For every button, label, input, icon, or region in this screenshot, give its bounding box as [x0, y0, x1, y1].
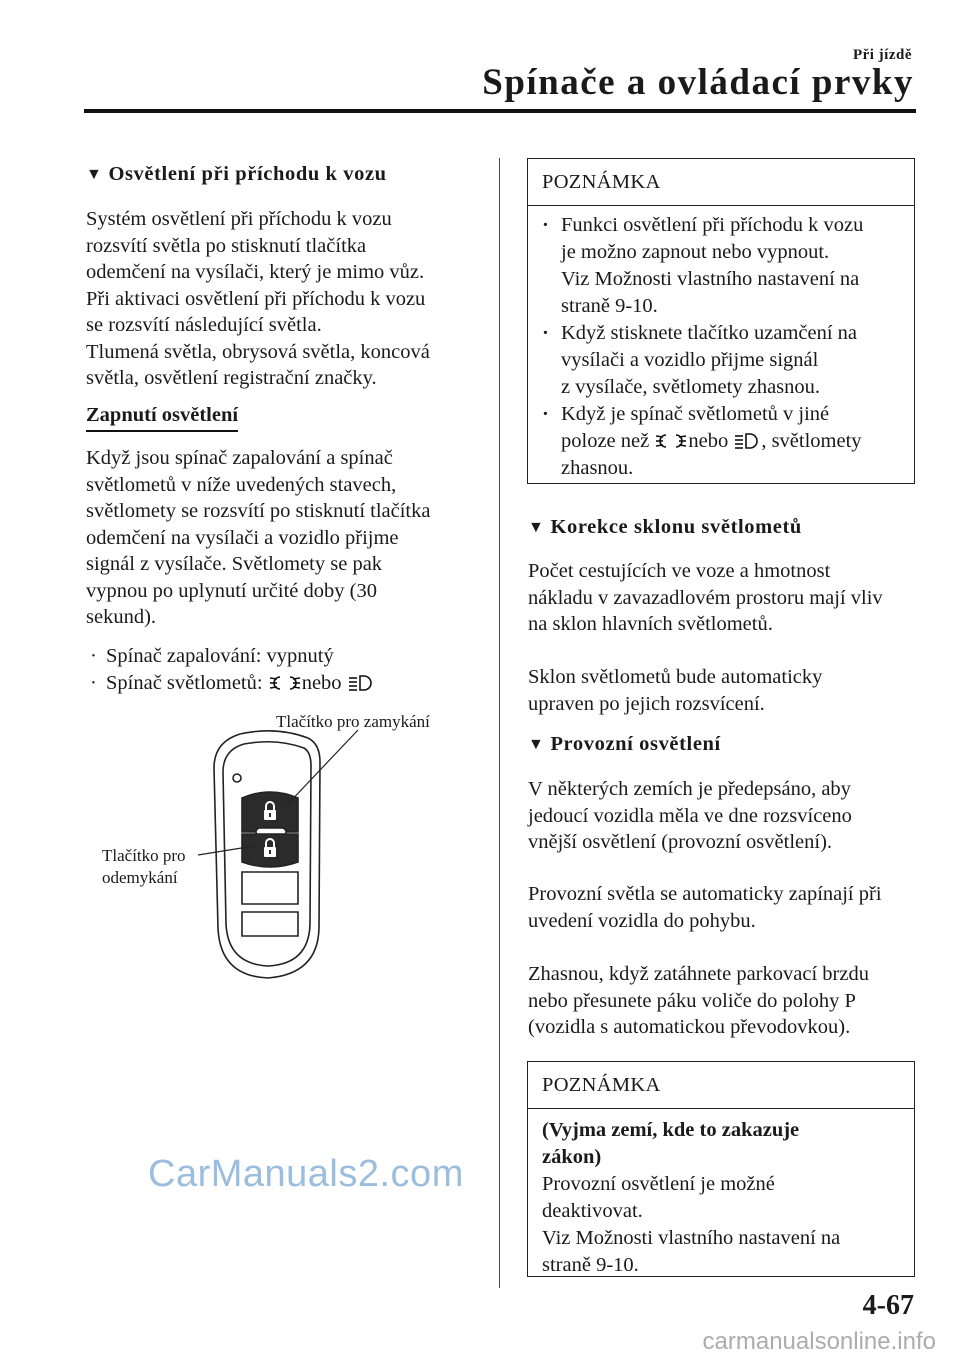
triangle-down-icon: ▼ [528, 736, 545, 753]
heading-leveling-text: Korekce sklonu světlometů [550, 516, 802, 538]
text-line: zákon) [542, 1146, 602, 1168]
text-line: Když jsou spínač zapalování a spínač [86, 447, 393, 469]
text-line: Sklon světlometů bude automaticky [528, 666, 823, 688]
bullet-ignition-text: Spínač zapalování: vypnutý [106, 645, 334, 667]
note-body [528, 206, 914, 488]
text-line: Při aktivaci osvětlení při příchodu k vozu [86, 287, 426, 310]
note-item [542, 212, 900, 320]
paragraph-leveling-1 [528, 558, 883, 638]
text-line: světlometů v níže uvedených stavech, [86, 473, 397, 496]
watermark-logo: CarManuals2.com [148, 1153, 464, 1195]
text-fragment: poloze než [561, 430, 650, 452]
text-line: Zhasnou, když zatáhnete parkovací brzdu [528, 963, 869, 985]
text-line: nebo přesunete páku voliče do polohy P [528, 989, 856, 1012]
text-line: jedoucí vozidla měla ve dne rozsvíceno [528, 804, 852, 827]
text-line: straně 9-10. [561, 295, 658, 317]
note-title: POZNÁMKA [528, 159, 914, 206]
note-item [542, 320, 900, 401]
text-line: nákladu v zavazadlovém prostoru mají vliv [528, 586, 883, 609]
text-line: V některých zemích je předepsáno, aby [528, 778, 851, 800]
parking-light-icon [268, 674, 302, 692]
text-line: (vozidla s automatickou převodovkou). [528, 1016, 851, 1038]
page-number: 4-67 [862, 1290, 914, 1321]
label-unlock-button [102, 845, 186, 889]
text-line: · Když stisknete tlačítko uzamčení na [561, 322, 858, 344]
text-line: se rozsvítí následující světla. [86, 314, 322, 336]
text-line: upraven po jejich rozsvícení. [528, 692, 765, 715]
heading-drl-text: Provozní osvětlení [550, 733, 721, 755]
note-box-2 [527, 1061, 915, 1277]
parking-light-icon [654, 432, 688, 450]
note-title: POZNÁMKA [528, 1062, 914, 1109]
text-line: straně 9-10. [542, 1254, 639, 1276]
text-line: uvedení vozidla do pohybu. [528, 909, 756, 932]
text-line: Systém osvětlení při příchodu k vozu [86, 208, 392, 230]
callout-line-lock [286, 730, 358, 806]
note-body [528, 1109, 914, 1285]
paragraph-leveling-2 [528, 664, 822, 717]
text-line: Počet cestujících ve voze a hmotnost [528, 560, 831, 582]
text-line: (Vyjma zemí, kde to zakazuje [542, 1119, 800, 1141]
label-lock-button: Tlačítko pro zamykání [276, 712, 430, 731]
text-line: rozsvítí světla po stisknutí tlačítka [86, 234, 367, 257]
paragraph-drl-2 [528, 881, 882, 934]
heading-welcome-light [86, 163, 387, 186]
text-line: vnější osvětlení (provozní osvětlení). [528, 831, 833, 853]
page-title: Spínače a ovládací prvky [482, 62, 914, 103]
bullet-headlight-switch: · Spínač světlometů: nebo [90, 670, 375, 697]
heading-drl [528, 733, 721, 756]
headlight-icon [733, 432, 761, 450]
text-line: Provozní osvětlení je možné [542, 1173, 775, 1195]
text-line: Provozní světla se automaticky zapínají při [528, 883, 882, 905]
heading-welcome-light-text: Osvětlení při příchodu k vozu [108, 163, 387, 185]
text-fragment: nebo [688, 430, 729, 452]
paragraph-activation [86, 445, 430, 631]
text-line: sekund). [86, 606, 157, 628]
text-line: Viz Možnosti vlastního nastavení na [542, 1227, 841, 1249]
text-line: odemčení na vysílači, který je mimo vůz. [86, 261, 425, 283]
text-line: na sklon hlavních světlometů. [528, 613, 773, 635]
label-unlock-line: odemykání [102, 868, 178, 887]
text-line: vysílači a vozidlo přijme signál [561, 349, 819, 371]
text-line: · Funkci osvětlení při příchodu k vozu [561, 214, 864, 236]
watermark-site: carmanualsonline.info [702, 1328, 936, 1355]
text-line: signál z vysílače. Světlomety se pak [86, 553, 383, 575]
bullet-or-text: nebo [301, 672, 342, 694]
paragraph-drl-3 [528, 961, 869, 1041]
text-line: deaktivovat. [542, 1200, 643, 1222]
column-divider [499, 158, 500, 1288]
text-line: Viz Možnosti vlastního nastavení na [561, 268, 860, 290]
text-fragment: , světlomety [761, 430, 862, 452]
triangle-down-icon: ▼ [528, 519, 545, 536]
label-unlock-line: Tlačítko pro [102, 846, 186, 865]
text-line: zhasnou. [561, 457, 634, 479]
triangle-down-icon: ▼ [86, 166, 103, 183]
text-line: světlomety se rozsvítí po stisknutí tlačítka [86, 500, 431, 522]
callout-line-unlock [198, 846, 254, 855]
section-label: Při jízdě [852, 47, 912, 63]
headlight-icon [347, 674, 375, 692]
note-box-1 [527, 158, 915, 484]
bullet-headlight-text: Spínač světlometů: [106, 672, 263, 694]
text-line: je možno zapnout nebo vypnout. [561, 241, 830, 263]
header-rule [84, 109, 916, 113]
callout-lines [190, 728, 370, 990]
note-item [542, 401, 900, 482]
text-line: z vysílače, světlomety zhasnou. [561, 376, 821, 398]
paragraph-drl-1 [528, 776, 852, 856]
text-line: · Když je spínač světlometů v jiné [561, 403, 830, 425]
text-line: světla, osvětlení registrační značky. [86, 367, 377, 389]
text-line: vypnou po uplynutí určité doby (30 [86, 579, 377, 602]
subheading-activation: Zapnutí osvětlení [86, 404, 238, 432]
paragraph-welcome-intro [86, 206, 430, 392]
text-line: odemčení na vysílači a vozidlo přijme [86, 526, 399, 549]
text-line: Tlumená světla, obrysová světla, koncová [86, 340, 430, 363]
heading-leveling [528, 516, 802, 539]
bullet-ignition: · Spínač zapalování: vypnutý [90, 645, 334, 667]
text-line-with-icons [561, 428, 900, 455]
